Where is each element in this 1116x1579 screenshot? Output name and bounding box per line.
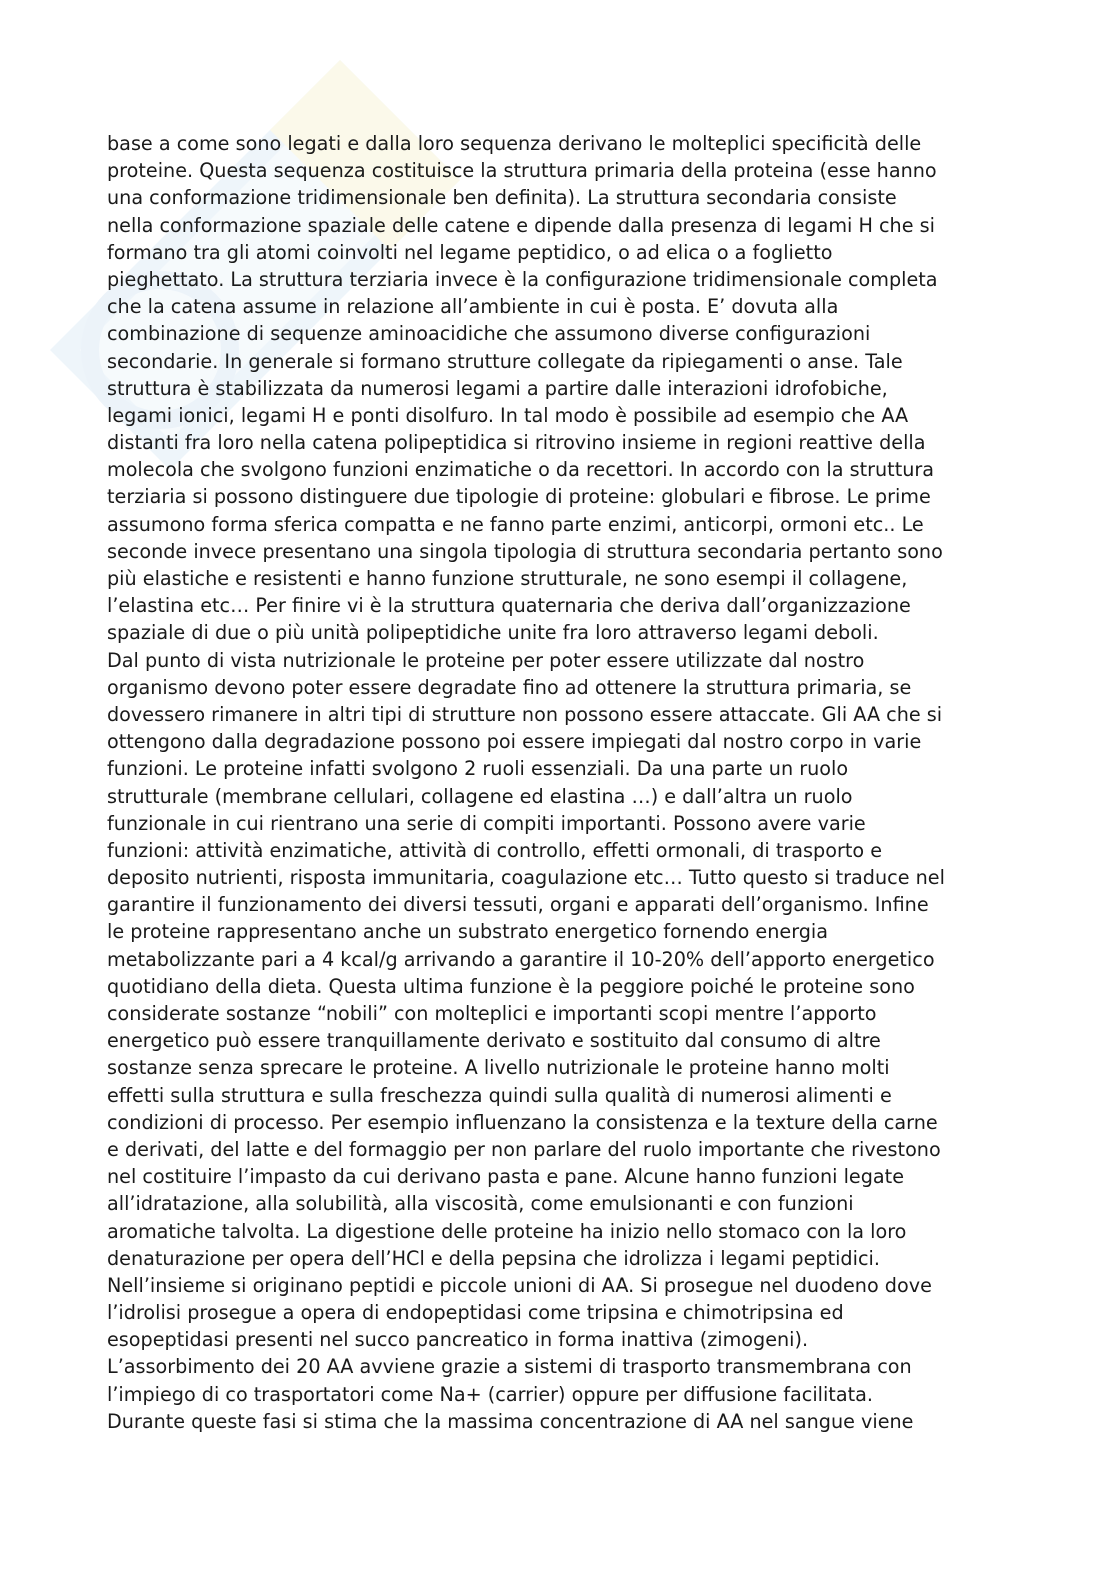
text-line: dovessero rimanere in altri tipi di strutture non possono essere attaccate. Gli AA che si xyxy=(107,702,943,726)
text-line: Durante queste fasi si stima che la massima concentrazione di AA nel sangue viene xyxy=(107,1409,914,1433)
text-line: spaziale di due o più unità polipeptidiche unite fra loro attraverso legami deboli. xyxy=(107,621,879,645)
body-text xyxy=(107,130,1007,1435)
text-line: distanti fra loro nella catena polipeptidica si ritrovino insieme in regioni reattive della xyxy=(107,431,926,455)
text-line: Dal punto di vista nutrizionale le proteine per poter essere utilizzate dal nostro xyxy=(107,648,865,672)
text-line: che la catena assume in relazione all’ambiente in cui è posta. E’ dovuta alla xyxy=(107,295,839,319)
text-line: L’assorbimento dei 20 AA avviene grazie a sistemi di trasporto transmembrana con xyxy=(107,1355,912,1379)
text-line: ottengono dalla degradazione possono poi essere impiegati dal nostro corpo in varie xyxy=(107,730,922,754)
text-line: nel costituire l’impasto da cui derivano pasta e pane. Alcune hanno funzioni legate xyxy=(107,1165,905,1189)
text-line: quotidiano della dieta. Questa ultima funzione è la peggiore poiché le proteine sono xyxy=(107,974,915,998)
text-line: le proteine rappresentano anche un substrato energetico fornendo energia xyxy=(107,920,829,944)
text-line: effetti sulla struttura e sulla freschezza quindi sulla qualità di numerosi alimenti e xyxy=(107,1083,892,1107)
text-line: struttura è stabilizzata da numerosi legami a partire dalle interazioni idrofobiche, xyxy=(107,376,888,400)
text-line: garantire il funzionamento dei diversi tessuti, organi e apparati dell’organismo. Infine xyxy=(107,893,929,917)
text-line: l’impiego di co trasportatori come Na+ (carrier) oppure per diffusione facilitata. xyxy=(107,1382,873,1406)
text-line: e derivati, del latte e del formaggio per non parlare del ruolo importante che rivestono xyxy=(107,1137,941,1161)
text-line: assumono forma sferica compatta e ne fanno parte enzimi, anticorpi, ormoni etc.. Le xyxy=(107,512,924,536)
text-line: esopeptidasi presenti nel succo pancreatico in forma inattiva (zimogeni). xyxy=(107,1328,809,1352)
text-line: molecola che svolgono funzioni enzimatiche o da recettori. In accordo con la struttura xyxy=(107,458,935,482)
text-line: aromatiche talvolta. La digestione delle proteine ha inizio nello stomaco con la loro xyxy=(107,1219,907,1243)
text-line: seconde invece presentano una singola tipologia di struttura secondaria pertanto sono xyxy=(107,539,943,563)
text-line: strutturale (membrane cellulari, collagene ed elastina …) e dall’altra un ruolo xyxy=(107,784,853,808)
text-line: all’idratazione, alla solubilità, alla viscosità, come emulsionanti e con funzioni xyxy=(107,1192,854,1216)
text-line: funzioni. Le proteine infatti svolgono 2 ruoli essenziali. Da una parte un ruolo xyxy=(107,757,849,781)
text-line: più elastiche e resistenti e hanno funzione strutturale, ne sono esempi il collagene, xyxy=(107,567,908,590)
text-line: funzioni: attività enzimatiche, attività di controllo, effetti ormonali, di trasporto e xyxy=(107,838,883,862)
text-line: organismo devono poter essere degradate fino ad ottenere la struttura primaria, se xyxy=(107,675,912,699)
text-line: l’idrolisi prosegue a opera di endopeptidasi come tripsina e chimotripsina ed xyxy=(107,1301,844,1325)
text-line: funzionale in cui rientrano una serie di compiti importanti. Possono avere varie xyxy=(107,811,866,835)
text-line: l’elastina etc… Per finire vi è la struttura quaternaria che deriva dall’organizzazione xyxy=(107,594,911,618)
text-line: sostanze senza sprecare le proteine. A livello nutrizionale le proteine hanno molti xyxy=(107,1056,890,1080)
text-line: combinazione di sequenze aminoacidiche che assumono diverse configurazioni xyxy=(107,322,871,346)
text-line: terziaria si possono distinguere due tipologie di proteine: globulari e fibrose. Le prime xyxy=(107,485,931,509)
text-line: considerate sostanze “nobili” con molteplici e importanti scopi mentre l’apporto xyxy=(107,1002,877,1025)
text-line: denaturazione per opera dell’HCl e della pepsina che idrolizza i legami peptidici. xyxy=(107,1246,880,1270)
text-line: proteine. Questa sequenza costituisce la struttura primaria della proteina (esse hanno xyxy=(107,159,937,183)
text-line: una conformazione tridimensionale ben definita). La struttura secondaria consiste xyxy=(107,186,897,210)
text-line: deposito nutrienti, risposta immunitaria, coagulazione etc… Tutto questo si traduce nel xyxy=(107,866,945,890)
text-line: metabolizzante pari a 4 kcal/g arrivando a garantire il 10-20% dell’apporto energetico xyxy=(107,947,935,971)
text-line: base a come sono legati e dalla loro sequenza derivano le molteplici specificità delle xyxy=(107,132,922,155)
text-line: condizioni di processo. Per esempio influenzano la consistenza e la texture della carne xyxy=(107,1110,938,1134)
text-line: legami ionici, legami H e ponti disolfuro. In tal modo è possibile ad esempio che AA xyxy=(107,403,909,427)
text-line: Nell’insieme si originano peptidi e piccole unioni di AA. Si prosegue nel duodeno dove xyxy=(107,1273,932,1297)
text-line: formano tra gli atomi coinvolti nel legame peptidico, o ad elica o a foglietto xyxy=(107,240,833,264)
text-line: nella conformazione spaziale delle catene e dipende dalla presenza di legami H che si xyxy=(107,213,935,237)
text-line: energetico può essere tranquillamente derivato e sostituito dal consumo di altre xyxy=(107,1029,881,1053)
text-line: secondarie. In generale si formano strutture collegate da ripiegamenti o anse. Tale xyxy=(107,349,903,373)
text-line: pieghettato. La struttura terziaria invece è la configurazione tridimensionale completa xyxy=(107,267,938,291)
